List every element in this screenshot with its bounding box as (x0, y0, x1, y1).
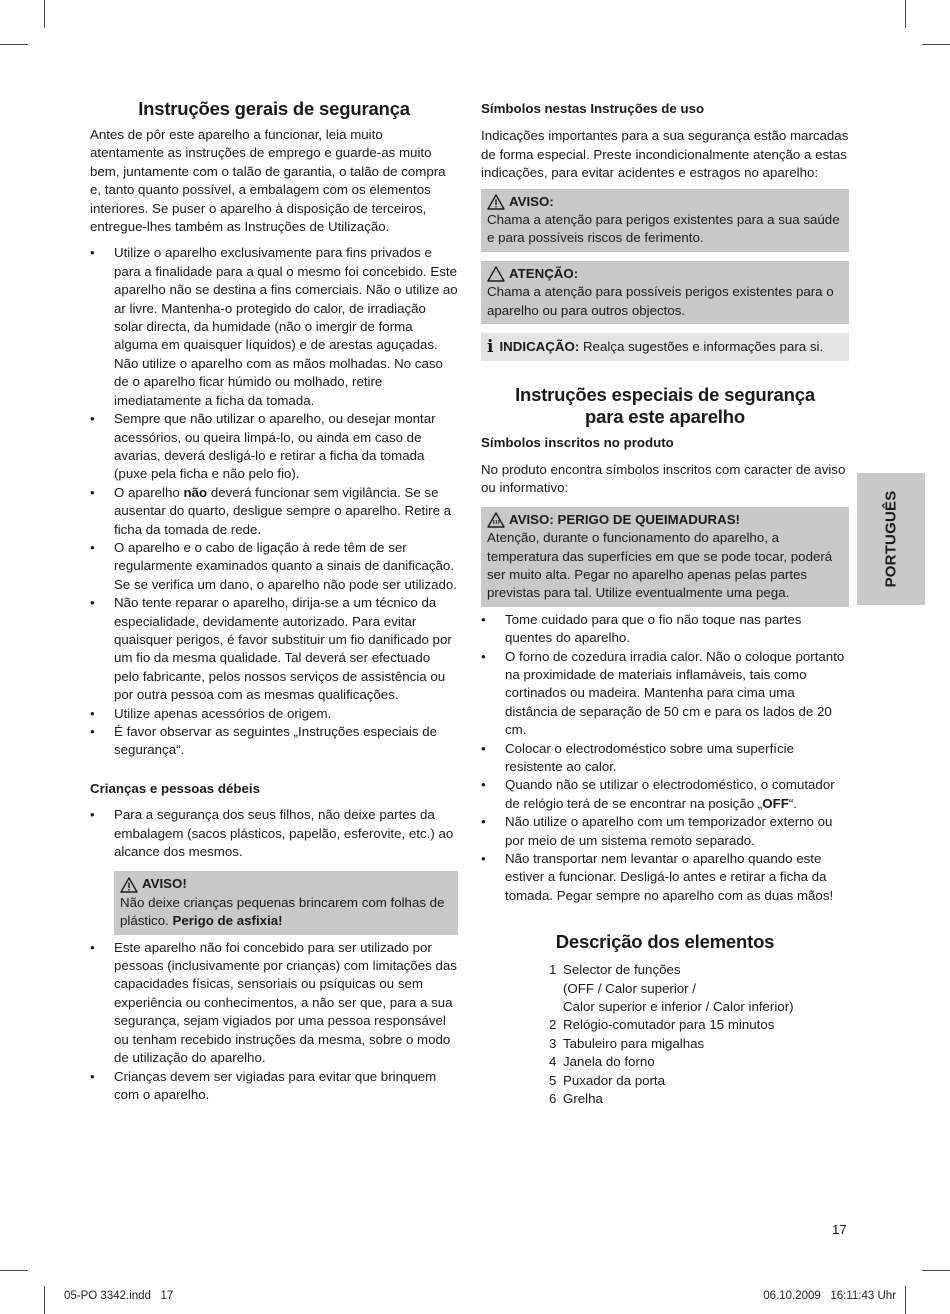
warning-box-header (120, 875, 452, 893)
crop-mark (0, 44, 28, 45)
info-icon: i (487, 337, 494, 358)
list-item: 2 Relógio-comutador para 15 minutos (549, 1017, 775, 1033)
list-item: • O forno de cozedura irradia calor. Não o coloque portanto na proximidade de materiais inflamáveis, tais como cortinados ou madeira. Mantenha para cima uma distância de separação de 50 cm e para os lados de 20 cm. (481, 648, 849, 740)
list-item: • Sempre que não utilizar o aparelho, ou desejar montar acessórios, ou queira limpá-lo, ou ainda em caso de avarias, deverá desligá-lo e retirar a ficha da tomada (puxe pela ficha e não pelo fio). (90, 410, 458, 484)
symbols-intro: Indicações importantes para a sua segurança estão marcadas de forma especial. Preste incondicionalmente atenção a estas indicações, para evitar acidentes e estragos no aparelho: (481, 128, 849, 181)
list-item: • Não transportar nem levantar o aparelho quando este estiver a funcionar. Desligá-lo antes e retirar a ficha da tomada. Pegar sempre no aparelho com as duas mãos! (481, 850, 849, 905)
crop-mark (44, 1286, 45, 1314)
parts-list (549, 961, 849, 1108)
burn-warning-box (481, 507, 849, 607)
warning-triangle-icon (487, 194, 505, 210)
atencao-title: ATENÇÃO: (509, 265, 579, 281)
crop-mark (44, 0, 45, 28)
list-item: 1 Selector de funções (OFF / Calor superior / Calor superior e inferior / Calor inferior) (549, 962, 794, 1015)
aviso-title: AVISO: (509, 193, 554, 209)
list-item: 4 Janela do forno (549, 1054, 655, 1070)
indicacao-box (481, 333, 849, 361)
inscribed-symbols-text: No produto encontra símbolos inscritos com caracter de aviso ou informativo: (481, 461, 846, 496)
warning-triangle-icon (120, 877, 138, 893)
section-title-description: Descrição dos elementos (555, 931, 775, 953)
crop-mark (922, 44, 950, 45)
warning-box-text: Não deixe crianças pequenas brincarem com folhas de plástico. Perigo de asfixia! (120, 894, 445, 929)
left-column (90, 98, 458, 1104)
aviso-header (487, 193, 843, 211)
warning-box-children (114, 871, 458, 934)
burn-warning-header (487, 511, 843, 529)
burn-warning-title: AVISO: PERIGO DE QUEIMADURAS! (509, 511, 740, 527)
aviso-box (481, 189, 849, 252)
list-item: • O aparelho não deverá funcionar sem vigilância. Se se ausentar do quarto, desligue sempre o aparelho. Retire a ficha da tomada de rede. (90, 484, 458, 539)
children-bullet-list (90, 806, 458, 861)
list-item: • Este aparelho não foi concebido para ser utilizado por pessoas (inclusivamente por crianças) com limitações das capacidades físicas, sensoriais ou psíquicas ou sem experiência ou conhecimentos, a não ser que, para a sua segurança, sejam vigiados por uma pessoa responsável ou tenham recebido instruções da mesma, sobre o modo de utilização do aparelho. (90, 939, 458, 1068)
page-number: 17 (832, 1222, 847, 1237)
language-tab (857, 473, 925, 605)
footer-timestamp: 06.10.2009 16:11:43 Uhr (763, 1290, 896, 1302)
list-item: • Crianças devem ser vigiadas para evitar que brinquem com o aparelho. (90, 1068, 458, 1105)
children-heading: Crianças e pessoas débeis (90, 780, 260, 796)
right-column (481, 100, 849, 1108)
list-item: 3 Tabuleiro para migalhas (549, 1035, 705, 1051)
warning-box-title: AVISO! (142, 876, 187, 892)
emphasis-text: OFF (762, 795, 789, 811)
list-item: 5 Puxador da porta (549, 1072, 666, 1088)
atencao-header (487, 265, 843, 283)
section-title-general-safety: Instruções gerais de segurança (138, 98, 410, 119)
footer-filename: 05-PO 3342.indd 17 (64, 1290, 174, 1302)
list-item: • Não utilize o aparelho com um temporizador externo ou por meio de um sistema remoto separado. (481, 813, 849, 850)
atencao-text: Chama a atenção para possíveis perigos existentes para o aparelho ou para outros objectos. (487, 284, 834, 318)
caution-triangle-icon (487, 266, 505, 282)
atencao-box (481, 261, 849, 324)
list-item: • O aparelho e o cabo de ligação à rede têm de ser regularmente examinados quanto a sinais de danificação. Se se verifica um dano, o aparelho não pode ser utilizado. (90, 539, 458, 594)
list-item: • Colocar o electrodoméstico sobre uma superfície resistente ao calor. (481, 740, 849, 777)
crop-mark (905, 1286, 906, 1314)
crop-mark (922, 1270, 950, 1271)
language-tab-label: PORTUGUÊS (882, 490, 900, 588)
symbols-heading: Símbolos nestas Instruções de uso (481, 101, 705, 116)
list-item: • Utilize o aparelho exclusivamente para fins privados e para a finalidade para a qual o mesmo foi concebido. Este aparelho não se destina a fins comerciais. Não o utilize ao ar livre. Mantenha-o protegido do calor, de irradiação solar directa, da humidade (não o imergir de forma alguma em quaisquer líquidos) e de arestas aguçadas. Não utilize o aparelho com as mãos molhadas. No caso de o aparelho ficar húmido ou molhado, retire imediatamente a ficha da tomada. (90, 244, 458, 410)
inscribed-symbols-heading: Símbolos inscritos no produto (481, 435, 674, 451)
indicacao-text: INDICAÇÃO: Realça sugestões e informações para si. (499, 339, 824, 355)
hot-surface-icon (487, 512, 505, 528)
list-item: • É favor observar as seguintes „Instruções especiais de segurança“. (90, 723, 458, 760)
burn-warning-text: Atenção, durante o funcionamento do aparelho, a temperatura das superfícies em que se pode tocar, poderá ser muito alta. Pegar no aparelho apenas pelas partes previstas para tal. Utilize eventualmente uma pega. (487, 530, 833, 601)
list-item: • Não tente reparar o aparelho, dirija-se a um técnico da especialidade, devidamente autorizado. Para evitar quaisquer perigos, é favor substituir um fio danificado por um fio da mesma qualidade. Tal deverá ser efectuado pelo fabricante, pelos nossos serviços de assistência ou por outra pessoa com as mesmas qualificações. (90, 594, 458, 704)
emphasis-text: não (183, 484, 208, 500)
crop-mark (0, 1270, 28, 1271)
aviso-text: Chama a atenção para perigos existentes para a sua saúde e para possíveis riscos de ferimento. (487, 212, 840, 246)
crop-mark (905, 0, 906, 28)
list-item: • Utilize apenas acessórios de origem. (90, 705, 458, 723)
intro-paragraph: Antes de pôr este aparelho a funcionar, leia muito atentamente as instruções de emprego e guarde-as muito bem, juntamente com o talão de garantia, o talão de compra e, tanto quanto possível, a embalagem com os elementos interiores. Se puser o aparelho à disposição de terceiros, entregue-lhes também as Instruções de Utilização. (90, 127, 446, 235)
special-safety-bullet-list (481, 611, 849, 906)
list-item: • Para a segurança dos seus filhos, não deixe partes da embalagem (sacos plásticos, papelão, esferovite, etc.) ao alcance dos mesmos. (90, 806, 458, 861)
list-item: • Quando não se utilizar o electrodoméstico, o comutador de relógio terá de se encontrar na posição „OFF“. (481, 776, 849, 813)
list-item: • Tome cuidado para que o fio não toque nas partes quentes do aparelho. (481, 611, 849, 648)
list-item: 6 Grelha (549, 1091, 603, 1107)
safety-bullet-list (90, 244, 458, 759)
capabilities-bullet-list (90, 939, 458, 1105)
section-title-special-safety: Instruções especiais de segurança para este aparelho (515, 384, 815, 428)
